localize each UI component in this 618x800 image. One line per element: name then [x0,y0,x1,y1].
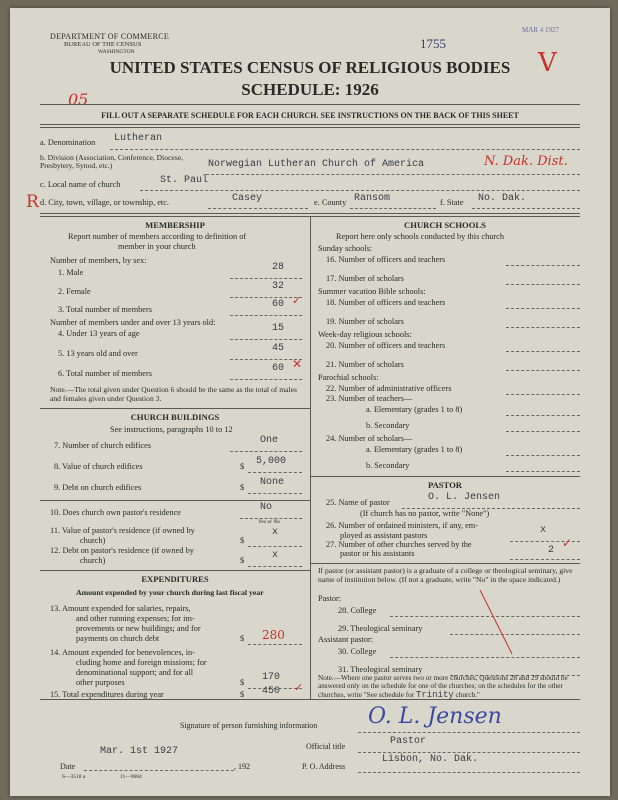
age-heading: Number of members under and over 13 years old: [50,318,216,327]
r-mark: R [26,192,39,212]
q3-value[interactable]: 60 [272,299,285,310]
q25-note: (If church has no pastor, write "None") [360,509,490,518]
check-mark-q15: ✓ [294,681,304,694]
q25-label: 25. Name of pastor [326,498,390,507]
church-name-value[interactable]: St. Paul [160,175,209,186]
q14-value[interactable]: 170 [262,672,281,683]
q22-label: 22. Number of administrative officers [326,384,452,393]
division-label: b. Division (Association, Conference, Diocese, Presbytery, Synod, etc.) [40,153,183,170]
city-value[interactable]: Casey [232,193,263,204]
footnote-text: Note.—Where one pastor serves two or more churches, Questions 28 and 29 should be answered only on the schedule for one of the churches; on the schedules for the other churches, write "See schedule for [318,674,568,699]
q27-label-2: pastor or his assistants [340,549,415,558]
q29-label: 29. Theological seminary [338,624,423,633]
q15-dollar: $ [240,690,245,699]
graduate-note: If pastor (or assistant pastor) is a graduate of a college or theological seminary, give name of institution below. (If not a graduate, write "No" in the space indicated.) [318,566,573,584]
membership-intro: Report number of members according to definition of [68,232,247,241]
q19-label: 19. Number of scholars [326,317,404,326]
q31-label: 31. Theological seminary [338,665,423,674]
buildings-intro: See instructions, paragraphs 10 to 12 [110,425,233,434]
q14-label-3: denominational support; and for all [76,668,194,677]
pastor-footnote [318,674,580,699]
weekday-schools-label: Week-day religious schools: [318,330,412,339]
q4-value[interactable]: 15 [272,323,285,334]
q23b-label: b. Secondary [366,421,410,430]
po-address-label: P. O. Address [302,762,346,771]
q7-label: 7. Number of church edifices [54,441,151,450]
q13-label-2: and other running expenses; for im- [76,614,195,623]
members-by-sex-label: Number of members, by sex: [50,256,147,265]
q12-value[interactable]: x [272,550,279,561]
q2-value[interactable]: 32 [272,281,285,292]
q12-label-2: church) [80,556,106,565]
q5-label: 5. 13 years old and over [58,349,138,358]
code-mark: 05 [68,90,89,109]
q9-dollar: $ [240,483,245,492]
check-mark-q27: ✓ [562,536,573,550]
q6-label: 6. Total number of members [58,369,152,378]
instruction-banner: FILL OUT A SEPARATE SCHEDULE FOR EACH CHURCH. SEE INSTRUCTIONS ON THE BACK OF THIS SHEET [101,111,519,120]
schools-title: CHURCH SCHOOLS [404,220,486,230]
q21-label: 21. Number of scholars [326,360,404,369]
denomination-label: a. Denomination [40,138,96,147]
bureau-label: BUREAU OF THE CENSUS [64,41,142,48]
yes-no-hint: Yes or No [258,519,281,525]
q16-label: 16. Number of officers and teachers [326,255,446,264]
pastor-title: PASTOR [427,480,463,490]
q14-label-2: cluding home and foreign missions; for [76,658,207,667]
state-label: f. State [440,198,464,207]
membership-intro-2: member in your church [118,242,196,251]
q11-label: 11. Value of pastor's residence (if owned by [50,526,195,535]
vacation-schools-label: Summer vacation Bible schools: [318,287,426,296]
county-label: e. County [314,198,347,207]
q13-label: 13. Amount expended for salaries, repairs, [50,604,191,613]
q11-label-2: church) [80,536,106,545]
q15-label: 15. Total expenditures during year [50,690,164,699]
division-note: N. Dak. Dist. [484,154,568,169]
check-mark-q3: ✓ [292,294,302,307]
q24-label: 24. Number of scholars— [326,434,413,443]
parochial-schools-label: Parochial schools: [318,373,379,382]
form-number: 1755 [420,36,446,51]
q17-label: 17. Number of scholars [326,274,404,283]
q13-label-3: provements or new buildings; and for [76,624,201,633]
signature-label: Signature of person furnishing information [180,721,318,730]
q14-dollar: $ [240,678,245,687]
q13-value[interactable]: 280 [262,628,285,642]
q6-value[interactable]: 60 [272,363,285,374]
pastor-sublabel: Pastor: [318,594,342,603]
q27-label: 27. Number of other churches served by the [326,540,472,549]
expenditures-title: EXPENDITURES [141,574,209,584]
q3-label: 3. Total number of members [58,305,152,314]
q2-label: 2. Female [58,287,91,296]
membership-title: MEMBERSHIP [145,220,205,230]
city-field-label: d. City, town, village, or township, etc. [40,198,169,207]
q26-value[interactable]: x [540,525,547,536]
q14-label: 14. Amount expended for benevolences, in- [50,648,195,657]
q5-value[interactable]: 45 [272,343,285,354]
q23-label: 23. Number of teachers— [326,394,413,403]
red-slash-mark [450,588,530,658]
date-label: Date [60,762,76,771]
q27-value[interactable]: 2 [548,545,555,556]
q30-label: 30. College [338,647,377,656]
q13-dollar: $ [240,634,245,643]
q13-label-4: payments on church debt [76,634,160,643]
form-number-footer: S—3518 a [62,774,86,780]
year-prefix: , 192 [234,762,250,771]
q11-dollar: $ [240,536,245,545]
q24a-label: a. Elementary (grades 1 to 8) [366,445,463,454]
q1-label: 1. Male [58,268,84,277]
church-name-label: c. Local name of church [40,180,121,189]
po-address-value[interactable]: Lisbon, No. Dak. [382,754,479,765]
q10-label: 10. Does church own pastor's residence [50,508,181,517]
buildings-title: CHURCH BUILDINGS [130,412,220,422]
q8-value[interactable]: 5,000 [256,456,287,467]
official-title-label: Official title [306,742,346,751]
form-title: UNITED STATES CENSUS OF RELIGIOUS BODIES [109,58,511,77]
q4-label: 4. Under 13 years of age [58,329,140,338]
q12-dollar: $ [240,556,245,565]
q23a-label: a. Elementary (grades 1 to 8) [366,405,463,414]
print-number: 11—9684 [120,774,142,780]
schools-intro: Report here only schools conducted by this church [336,232,504,241]
q28-label: 28. College [338,606,377,615]
census-form [10,8,610,796]
q20-label: 20. Number of officers and teachers [326,341,446,350]
q1-value[interactable]: 28 [272,262,285,273]
division-value[interactable]: Norwegian Lutheran Church of America [208,159,425,170]
city-label: WASHINGTON [98,49,135,55]
date-value[interactable]: Mar. 1st 1927 [100,746,179,757]
sunday-schools-label: Sunday schools: [318,244,373,253]
q8-dollar: $ [240,462,245,471]
footnote-end: church." [455,690,480,699]
denomination-value[interactable]: Lutheran [114,133,163,144]
assistant-sublabel: Assistant pastor: [318,635,374,644]
schedule-title: SCHEDULE: 1926 [241,80,379,99]
q9-label: 9. Debt on church edifices [54,483,142,492]
official-title-value[interactable]: Pastor [390,736,427,747]
county-value[interactable]: Ransom [354,193,391,204]
membership-note: Note.—The total given under Question 6 should be the same as the total of males and females given under Question 3. [50,385,297,403]
signature[interactable]: O. L. Jensen [368,704,502,729]
q8-label: 8. Value of church edifices [54,462,143,471]
x-mark-q6: ✕ [292,357,303,371]
q11-value[interactable]: x [272,527,279,538]
q10-value[interactable]: No [260,502,273,513]
q24b-label: b. Secondary [366,461,410,470]
date-stamp: MAR 4 1927 [522,26,559,34]
q12-label: 12. Debt on pastor's residence (if owned by [50,546,194,555]
q7-value[interactable]: One [260,435,279,446]
q14-label-4: other purposes [76,678,125,687]
q18-label: 18. Number of officers and teachers [326,298,446,307]
check-mark: V [538,48,557,78]
state-value[interactable]: No. Dak. [478,193,527,204]
q26-label-2: ployed as assistant pastors [340,531,428,540]
q9-value[interactable]: None [260,477,285,488]
q26-label: 26. Number of ordained ministers, if any, em- [326,521,478,530]
footnote-church[interactable]: Trinity [415,689,454,700]
q25-value[interactable]: O. L. Jensen [428,492,501,503]
expenditures-intro: Amount expended by your church during last fiscal year [76,588,264,597]
q15-value[interactable]: 450 [262,686,281,697]
department-label: DEPARTMENT OF COMMERCE [50,32,170,41]
